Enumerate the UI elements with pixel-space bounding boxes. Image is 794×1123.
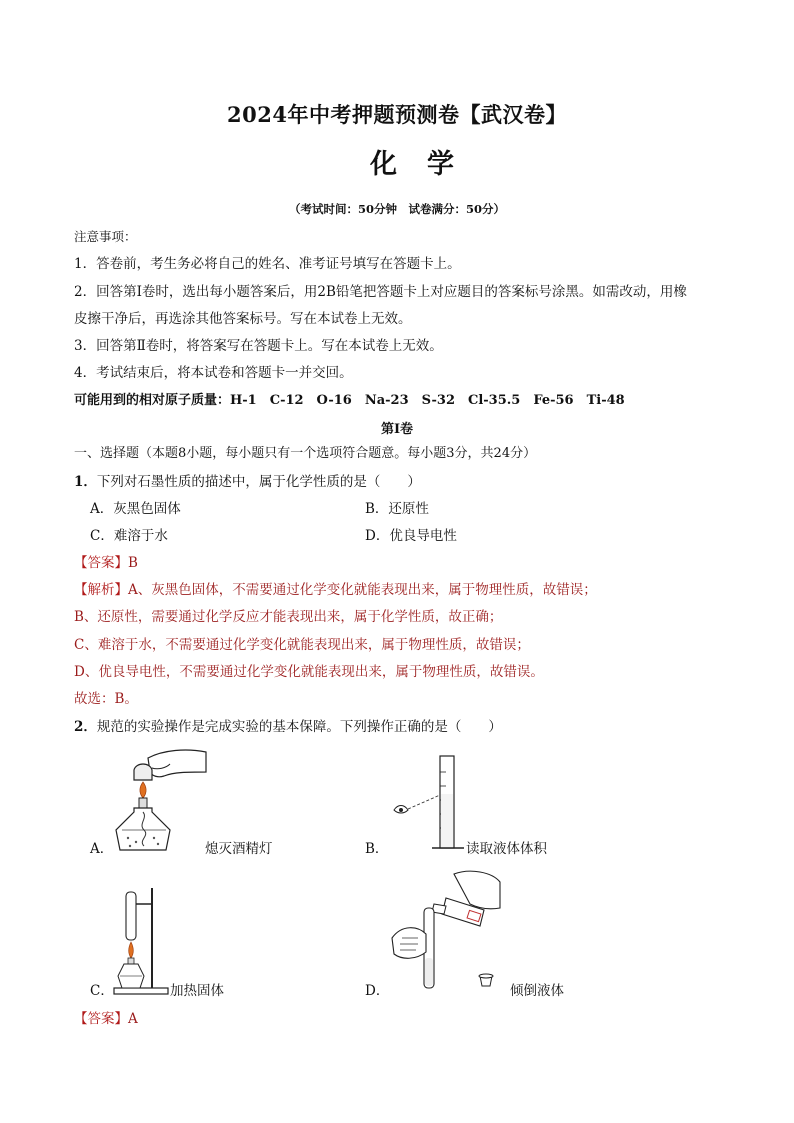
q1-analysis-a: A、灰黑色固体，不需要通过化学变化就能表现出来，属于物理性质，故错误； [128, 582, 597, 598]
figure-pour-liquid [388, 868, 502, 998]
q2-option-d-caption: 倾倒液体 [510, 983, 564, 999]
note-item-3: 3．回答第Ⅱ卷时，将答案写在答题卡上。写在本试卷上无效。 [74, 338, 443, 354]
q2-option-c-caption: 加热固体 [170, 983, 224, 999]
section-title: 第Ⅰ卷 [380, 422, 414, 437]
notes-heading: 注意事项： [74, 229, 137, 244]
q2-stem-text: 规范的实验操作是完成实验的基本保障。下列操作正确的是（ ） [96, 719, 502, 735]
note-item-2: 2．回答第Ⅰ卷时，选出每小题答案后，用2B铅笔把答题卡上对应题目的答案标号涂黑。如需改动，用橡 [74, 284, 687, 300]
q2-stem [74, 718, 502, 736]
figure-extinguish-lamp [108, 746, 208, 858]
note-item-1: 1．答卷前，考生务必将自己的姓名、准考证号填写在答题卡上。 [74, 256, 461, 272]
exam-info: （考试时间：50分钟 试卷满分：50分） [288, 202, 505, 216]
q2-option-b-letter: B． [365, 841, 389, 857]
q1-conclusion: 故选：B。 [74, 691, 138, 707]
q2-option-c-letter: C． [90, 983, 114, 999]
q1-option-d: D．优良导电性 [365, 528, 457, 544]
q1-analysis-c: C、难溶于水，不需要通过化学变化就能表现出来，属于物理性质，故错误； [74, 637, 530, 653]
subject-title: 化学 [370, 149, 484, 180]
part-one-intro: 一、选择题（本题8小题，每小题只有一个选项符合题意。每小题3分，共24分） [74, 446, 537, 461]
q2-option-a-letter: A． [90, 841, 114, 857]
q2-option-d-letter: D． [365, 983, 390, 999]
q2-option-a-caption: 熄灭酒精灯 [205, 841, 273, 857]
q2-answer-value: A [128, 1011, 138, 1027]
q1-analysis-d: D、优良导电性，不需要通过化学变化就能表现出来，属于物理性质，故错误。 [74, 664, 544, 680]
q2-answer-tag: 【答案】 [74, 1011, 128, 1027]
q1-answer-tag: 【答案】 [74, 555, 128, 571]
figure-read-volume [392, 752, 468, 856]
q1-analysis-1 [74, 581, 597, 599]
q2-answer [74, 1010, 138, 1028]
atomic-masses: 可能用到的相对原子质量：H-1 C-12 O-16 Na-23 S-32 Cl-35.5 Fe-56 Ti-48 [74, 393, 625, 408]
figure-heat-solid [112, 886, 170, 998]
q2-number: 2． [74, 719, 97, 735]
note-item-4: 4．考试结束后，将本试卷和答题卡一并交回。 [74, 365, 353, 381]
q1-answer [74, 554, 138, 572]
q1-stem-text: 下列对石墨性质的描述中，属于化学性质的是（ ） [96, 474, 421, 490]
q1-option-a: A．灰黑色固体 [90, 501, 181, 517]
q1-analysis-b: B、还原性，需要通过化学反应才能表现出来，属于化学性质，故正确； [74, 609, 503, 625]
q1-number: 1． [74, 474, 97, 490]
q2-option-b-caption: 读取液体体积 [466, 841, 547, 857]
q1-stem [74, 473, 421, 491]
q1-answer-value: B [128, 555, 138, 571]
exam-title: 2024年中考押题预测卷【武汉卷】 [227, 102, 567, 127]
q1-option-b: B．还原性 [365, 501, 429, 517]
note-item-2-cont: 皮擦干净后，再选涂其他答案标号。写在本试卷上无效。 [74, 311, 412, 327]
q1-option-c: C．难溶于水 [90, 528, 168, 544]
q1-analysis-tag: 【解析】 [74, 582, 128, 598]
